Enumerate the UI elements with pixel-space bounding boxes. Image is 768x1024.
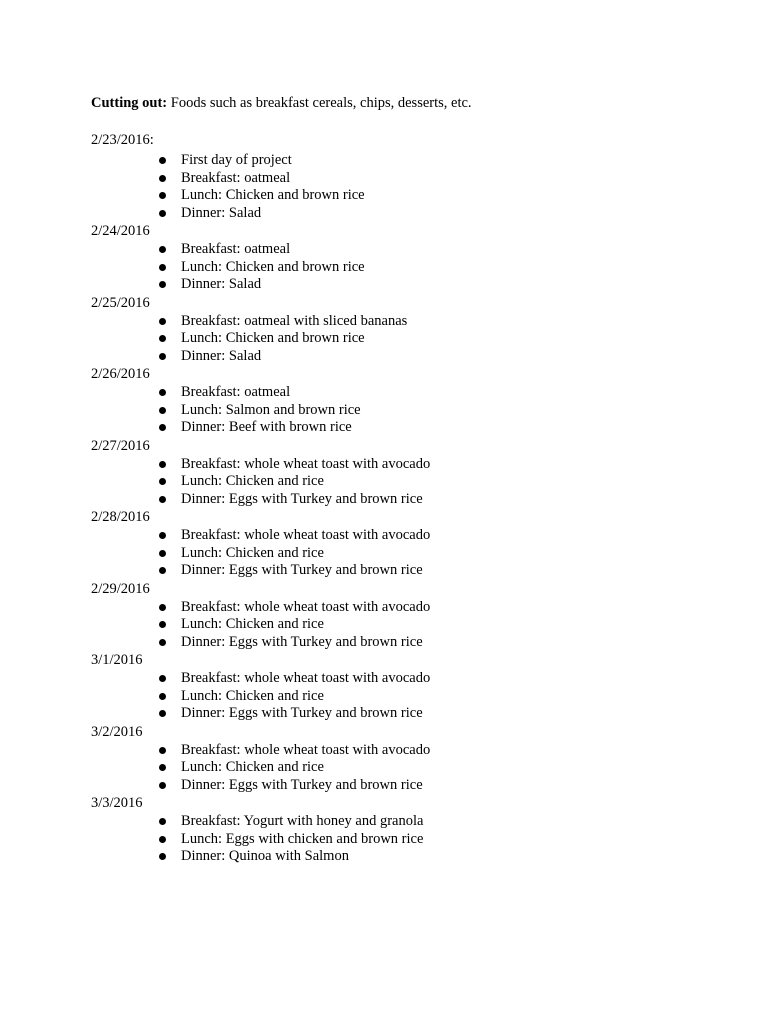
list-item: [159, 205, 728, 223]
list-item: [159, 473, 728, 491]
list-item-text: Lunch: Chicken and rice: [181, 616, 324, 632]
list-item-text: Dinner: Salad: [181, 204, 262, 221]
bullet-icon: [159, 782, 166, 789]
bullet-icon: [159, 747, 166, 754]
bullet-icon: [159, 192, 166, 199]
bullet-icon: [159, 764, 166, 771]
bullet-icon: [159, 818, 166, 825]
list-item: [159, 419, 728, 437]
list-item: [159, 241, 728, 259]
list-item: [159, 313, 728, 331]
list-item: [159, 402, 728, 420]
list-item-text: Dinner: Eggs with Turkey and brown rice: [181, 633, 423, 650]
list-item: [159, 742, 728, 760]
list-item-text: Dinner: Salad: [181, 347, 262, 364]
list-item-text: Lunch: Eggs with chicken and brown rice: [181, 830, 424, 847]
diary-entry: [91, 509, 728, 580]
list-item: [159, 777, 728, 795]
bullet-icon: [159, 496, 166, 503]
bullet-icon: [159, 710, 166, 717]
list-item: [159, 276, 728, 294]
list-item: [159, 616, 728, 634]
intro-paragraph: [91, 93, 728, 113]
list-item: [159, 330, 728, 348]
list-item-text: Lunch: Chicken and brown rice: [181, 187, 365, 203]
bullet-icon: [159, 318, 166, 325]
meal-list: [91, 384, 728, 437]
list-item-text: Breakfast: oatmeal: [181, 384, 291, 400]
bullet-icon: [159, 175, 166, 182]
list-item: [159, 527, 728, 545]
entry-date: 2/25/2016: [91, 294, 150, 311]
list-item-text: Dinner: Eggs with Turkey and brown rice: [181, 705, 423, 721]
list-item-text: Breakfast: Yogurt with honey and granola: [181, 813, 424, 829]
list-item: [159, 705, 728, 723]
diary-entry: [91, 366, 728, 437]
list-item-text: Breakfast: oatmeal with sliced bananas: [181, 312, 408, 329]
list-item-text: Breakfast: whole wheat toast with avocado: [181, 741, 431, 758]
list-item: [159, 848, 728, 866]
list-item-text: Lunch: Chicken and brown rice: [181, 330, 365, 346]
list-item-text: Lunch: Chicken and rice: [181, 544, 324, 561]
list-item-text: Dinner: Eggs with Turkey and brown rice: [181, 490, 423, 507]
bullet-icon: [159, 836, 166, 843]
entry-date: 2/27/2016: [91, 437, 150, 454]
list-item-text: Lunch: Chicken and rice: [181, 473, 324, 489]
bullet-icon: [159, 407, 166, 414]
entry-date: 2/26/2016: [91, 366, 150, 382]
list-item: [159, 831, 728, 849]
list-item: [159, 562, 728, 580]
list-item-text: Breakfast: oatmeal: [181, 169, 291, 186]
intro-text: Foods such as breakfast cereals, chips, desserts, etc.: [167, 95, 472, 111]
bullet-icon: [159, 693, 166, 700]
entry-date: 2/23/2016:: [91, 132, 154, 148]
bullet-icon: [159, 210, 166, 217]
list-item: [159, 813, 728, 831]
list-item-text: Breakfast: whole wheat toast with avocado: [181, 527, 431, 543]
diary-entry: [91, 132, 728, 222]
list-item-text: Lunch: Chicken and rice: [181, 687, 324, 704]
list-item-text: Dinner: Eggs with Turkey and brown rice: [181, 776, 423, 793]
list-item-text: First day of project: [181, 152, 292, 168]
bullet-icon: [159, 853, 166, 860]
list-item: [159, 187, 728, 205]
diary-entries: [91, 132, 728, 866]
bullet-icon: [159, 461, 166, 468]
list-item: [159, 759, 728, 777]
list-item: [159, 634, 728, 652]
list-item-text: Breakfast: whole wheat toast with avocado: [181, 670, 431, 686]
entry-date: 2/24/2016: [91, 223, 150, 239]
list-item-text: Breakfast: whole wheat toast with avocado: [181, 455, 431, 472]
bullet-icon: [159, 264, 166, 271]
entry-date: 3/2/2016: [91, 723, 143, 740]
bullet-icon: [159, 157, 166, 164]
diary-entry: [91, 581, 728, 652]
meal-list: [91, 152, 728, 222]
list-item: [159, 491, 728, 509]
meal-list: [91, 742, 728, 795]
bullet-icon: [159, 639, 166, 646]
list-item-text: Dinner: Salad: [181, 276, 262, 292]
list-item-text: Dinner: Beef with brown rice: [181, 419, 352, 435]
list-item-text: Dinner: Eggs with Turkey and brown rice: [181, 562, 423, 578]
list-item-text: Breakfast: oatmeal: [181, 241, 291, 257]
bullet-icon: [159, 604, 166, 611]
bullet-icon: [159, 675, 166, 682]
bullet-icon: [159, 478, 166, 485]
list-item-text: Dinner: Quinoa with Salmon: [181, 848, 349, 864]
list-item-text: Lunch: Salmon and brown rice: [181, 401, 361, 418]
bullet-icon: [159, 281, 166, 288]
intro-label: Cutting out:: [91, 95, 168, 111]
entry-date: 2/29/2016: [91, 580, 150, 597]
list-item: [159, 259, 728, 277]
list-item: [159, 384, 728, 402]
bullet-icon: [159, 335, 166, 342]
list-item-text: Breakfast: whole wheat toast with avocado: [181, 598, 431, 615]
entry-date: 3/3/2016: [91, 795, 143, 811]
meal-list: [91, 456, 728, 509]
list-item: [159, 545, 728, 563]
diary-entry: [91, 652, 728, 723]
list-item-text: Lunch: Chicken and brown rice: [181, 258, 365, 275]
bullet-icon: [159, 353, 166, 360]
document-page: [91, 93, 728, 867]
list-item: [159, 348, 728, 366]
meal-list: [91, 527, 728, 580]
list-item: [159, 670, 728, 688]
diary-entry: [91, 795, 728, 866]
list-item: [159, 599, 728, 617]
diary-entry: [91, 295, 728, 366]
diary-entry: [91, 438, 728, 509]
meal-list: [91, 670, 728, 723]
bullet-icon: [159, 532, 166, 539]
list-item: [159, 688, 728, 706]
bullet-icon: [159, 424, 166, 431]
entry-date: 3/1/2016: [91, 652, 143, 668]
entry-date: 2/28/2016: [91, 509, 150, 525]
bullet-icon: [159, 621, 166, 628]
meal-list: [91, 313, 728, 366]
list-item: [159, 456, 728, 474]
list-item-text: Lunch: Chicken and rice: [181, 759, 324, 775]
diary-entry: [91, 724, 728, 795]
meal-list: [91, 599, 728, 652]
diary-entry: [91, 223, 728, 294]
bullet-icon: [159, 389, 166, 396]
meal-list: [91, 241, 728, 294]
bullet-icon: [159, 246, 166, 253]
bullet-icon: [159, 550, 166, 557]
bullet-icon: [159, 567, 166, 574]
list-item: [159, 170, 728, 188]
meal-list: [91, 813, 728, 866]
list-item: [159, 152, 728, 170]
